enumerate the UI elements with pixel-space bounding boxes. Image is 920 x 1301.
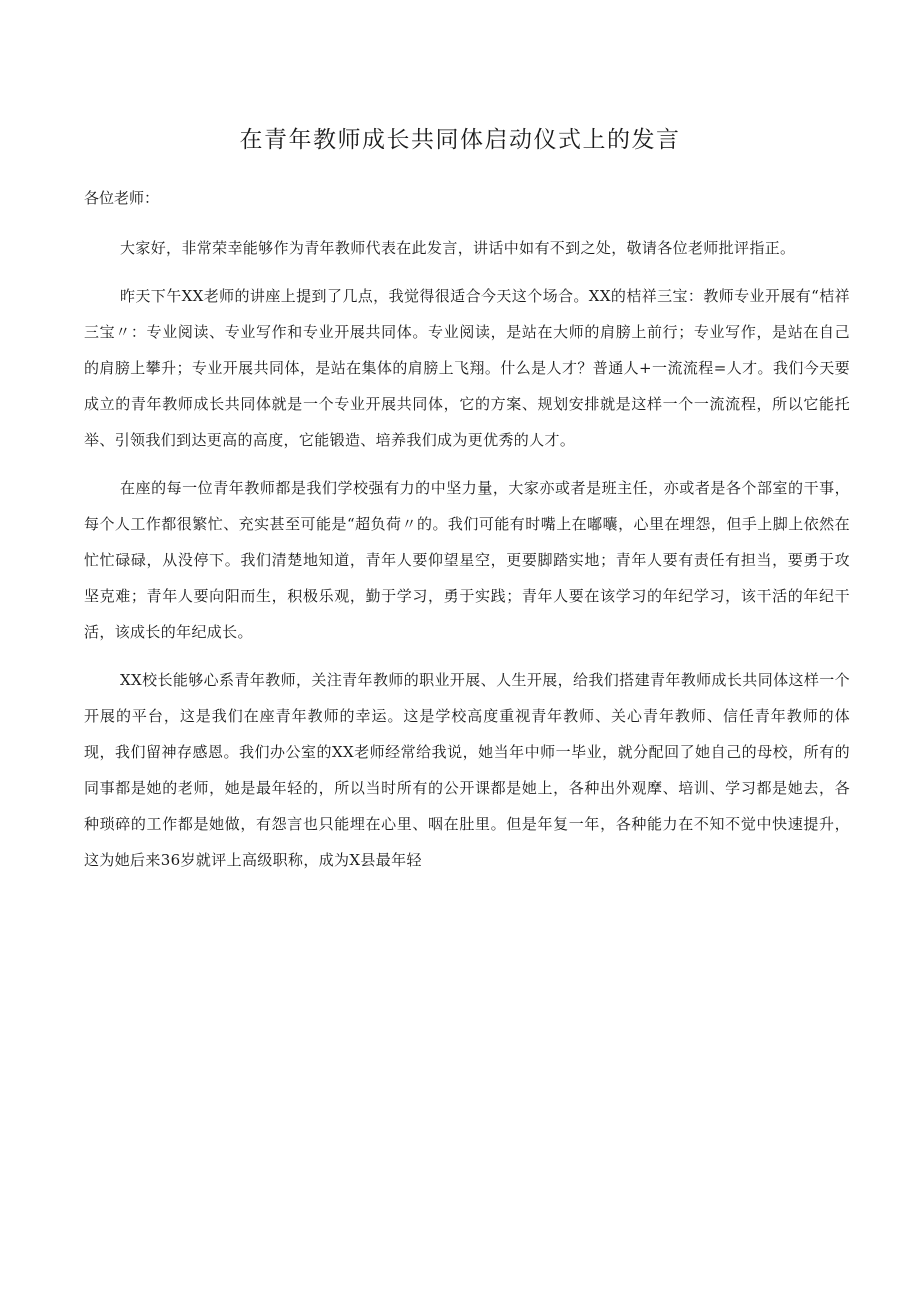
paragraph-2: 昨天下午XX老师的讲座上提到了几点，我觉得很适合今天这个场合。XX的桔祥三宝：教师专业开展有“桔祥三宝〃：专业阅读、专业写作和专业开展共同体。专业阅读，是站在大师的肩膀上前行；专业写作，是站在自己的肩膀上攀升；专业开展共同体，是站在集体的肩膀上飞翔。什么是人才？普通人+一流流程=人才。我们今天要成立的青年教师成长共同体就是一个专业开展共同体，它的方案、规划安排就是这样一个一流流程，所以它能托举、引领我们到达更高的高度，它能锻造、培养我们成为更优秀的人才。 bbox=[84, 287, 850, 449]
document-title: 在青年教师成长共同体启动仪式上的发言 bbox=[239, 127, 681, 153]
paragraph-1: 大家好，非常荣幸能够作为青年教师代表在此发言，讲话中如有不到之处，敬请各位老师批评指正。 bbox=[120, 239, 796, 257]
document-body bbox=[84, 230, 850, 890]
salutation: 各位老师： bbox=[84, 189, 160, 207]
paragraph-4: XX校长能够心系青年教师，关注青年教师的职业开展、人生开展，给我们搭建青年教师成长共同体这样一个开展的平台，这是我们在座青年教师的幸运。这是学校高度重视青年教师、关心青年教师、信任青年教师的体现，我们留神存感恩。我们办公室的XX老师经常给我说，她当年中师一毕业，就分配回了她自己的母校，所有的同事都是她的老师，她是最年轻的，所以当时所有的公开课都是她上，各种出外观摩、培训、学习都是她去，各种琐碎的工作都是她做，有怨言也只能埋在心里、咽在肚里。但是年复一年，各种能力在不知不觉中快速提升，这为她后来36岁就评上高级职称，成为X县最年轻 bbox=[84, 671, 850, 869]
paragraph-3: 在座的每一位青年教师都是我们学校强有力的中坚力量，大家亦或者是班主任，亦或者是各个部室的干事，每个人工作都很繁忙、充实甚至可能是“超负荷〃的。我们可能有时嘴上在嘟囔，心里在埋怨，但手上脚上依然在忙忙碌碌，从没停下。我们清楚地知道，青年人要仰望星空，更要脚踏实地；青年人要有责任有担当，要勇于攻坚克难；青年人要向阳而生，积极乐观，勤于学习，勇于实践；青年人要在该学习的年纪学习，该干活的年纪干活，该成长的年纪成长。 bbox=[84, 479, 850, 641]
